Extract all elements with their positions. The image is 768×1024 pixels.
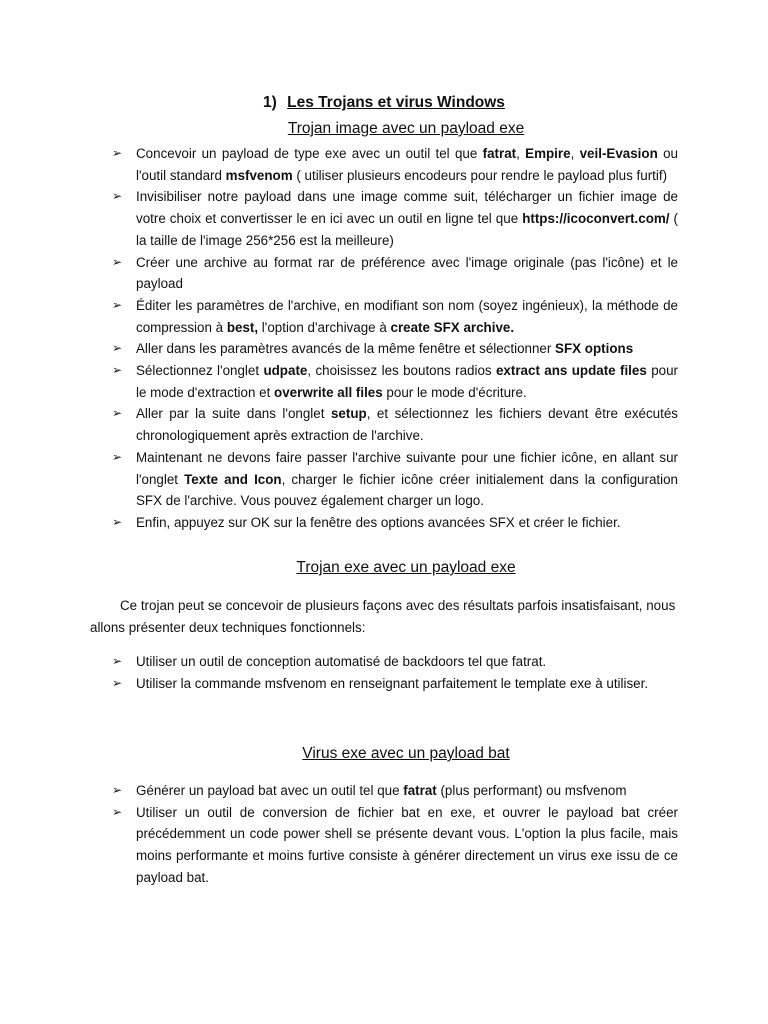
arrow-bullet-icon: ➢ [112,783,123,797]
text: , [516,146,526,161]
list-item [112,360,678,403]
intro-text: Ce trojan peut se concevoir de plusieurs façons avec des résultats parfois insatisfaisant, nous allons présenter deux techniques fonctionnels: [90,598,676,635]
text: (plus performant) ou msfvenom [436,783,627,798]
text: Utiliser la commande msfvenom en renseignant parfaitement le template exe à utiliser. [136,675,649,691]
text: ( la taille de l'image 256*256 est la meilleure) [136,211,679,248]
text: Créer une archive au format rar de préférence avec l'image originale (pas l'icône) et le payload [136,254,678,292]
list-item [112,338,678,360]
list-item [112,186,678,251]
text: l'option d'archivage à [258,319,391,335]
arrow-bullet-icon: ➢ [112,341,123,356]
bold-text: fatrat [403,783,437,798]
text: , et sélectionnez les fichiers devant être exécutés chronologiquement après extraction de l'archive. [136,406,678,444]
arrow-bullet-icon: ➢ [112,449,123,464]
heading-title: Les Trojans et virus Windows [287,94,505,111]
arrow-bullet-icon: ➢ [112,514,123,529]
bold-text: https://icoconvert.com/ [522,211,670,227]
bold-text: setup [330,406,367,422]
text: Aller dans les paramètres avancés de la même fenêtre et sélectionner [136,341,556,357]
section-title-trojan-image: Trojan image avec un payload exe [287,120,525,137]
main-heading [0,94,768,112]
text: , choisissez les boutons radios [307,363,496,379]
text: Enfin, appuyez sur OK sur la fenêtre des options avancées SFX et créer le fichier. [136,514,621,530]
text: Utiliser un outil de conception automatisé de backdoors tel que fatrat. [136,654,547,669]
text: ou l'outil standard [136,146,678,183]
heading-number: 1) [263,94,277,111]
arrow-bullet-icon: ➢ [112,254,123,269]
arrow-bullet-icon: ➢ [112,406,123,421]
list-item [112,673,678,695]
section-title-virus-exe: Virus exe avec un payload bat [302,745,510,762]
text: , [570,146,580,161]
bold-text: udpate [263,363,308,379]
bold-text: overwrite all files [274,384,383,400]
text: Générer un payload bat avec un outil tel que [136,783,404,798]
text: Aller par la suite dans l'onglet [136,406,331,422]
bold-text: SFX options [555,341,634,357]
text: Éditer les paramètres de l'archive, en modifiant son nom (soyez ingénieux), la méthode de compression à [136,297,678,335]
text: pour le mode d'écriture. [382,384,527,400]
text: Concevoir un payload de type exe avec un outil tel que [136,146,483,161]
list-item [112,295,678,338]
arrow-bullet-icon: ➢ [112,189,123,204]
bold-text: create SFX archive. [390,319,515,335]
section-title-trojan-exe: Trojan exe avec un payload exe [296,559,516,576]
arrow-bullet-icon: ➢ [112,804,123,819]
list-item [112,403,678,446]
arrow-bullet-icon: ➢ [112,363,123,378]
text: , charger le fichier icône créer initialement dans la configuration SFX de l'archive. Vous pouvez également charger un logo. [136,471,678,509]
text: Maintenant ne devons faire passer l'archive suivante pour une fichier icône, en allant sur l'onglet [136,449,678,487]
bold-text: best, [226,319,259,335]
arrow-bullet-icon: ➢ [112,675,123,690]
bold-text: msfvenom [225,167,293,183]
list-item [112,447,678,512]
list-item [112,512,678,534]
arrow-bullet-icon: ➢ [112,654,123,668]
bold-text: fatrat [482,146,517,161]
text: Utiliser un outil de conversion de fichier bat en exe, et ouvrer le payload bat créer précédemment un code power shell se présente devant vous. L'option la plus facile, mais moins performante et moins furtive consiste à générer directement un virus exe issu de ce payload bat. [136,804,678,885]
list-item [112,802,678,889]
list-item [112,252,678,295]
bold-text: veil-Evasion [579,146,658,161]
arrow-bullet-icon: ➢ [112,297,123,312]
list-item [112,143,678,186]
text: ( utiliser plusieurs encodeurs pour rendre le payload plus furtif) [292,167,668,183]
intro-paragraph [90,595,690,639]
bullet-list-trojan-image [112,143,678,534]
list-item [112,651,678,673]
bold-text: Texte and Icon [184,471,282,487]
bold-text: extract ans update files [495,363,647,379]
bold-text: Empire [525,146,571,161]
bullet-list-virus-exe [112,780,678,889]
text: Invisibiliser notre payload dans une image comme suit, télécharger un fichier image de votre choix et convertisser le en ici avec un outil en ligne tel que [136,189,678,227]
arrow-bullet-icon: ➢ [112,146,123,160]
list-item [112,780,678,802]
text: pour le mode d'extraction et [136,363,678,400]
bullet-list-trojan-exe [112,651,678,694]
text: Sélectionnez l'onglet [136,363,264,379]
